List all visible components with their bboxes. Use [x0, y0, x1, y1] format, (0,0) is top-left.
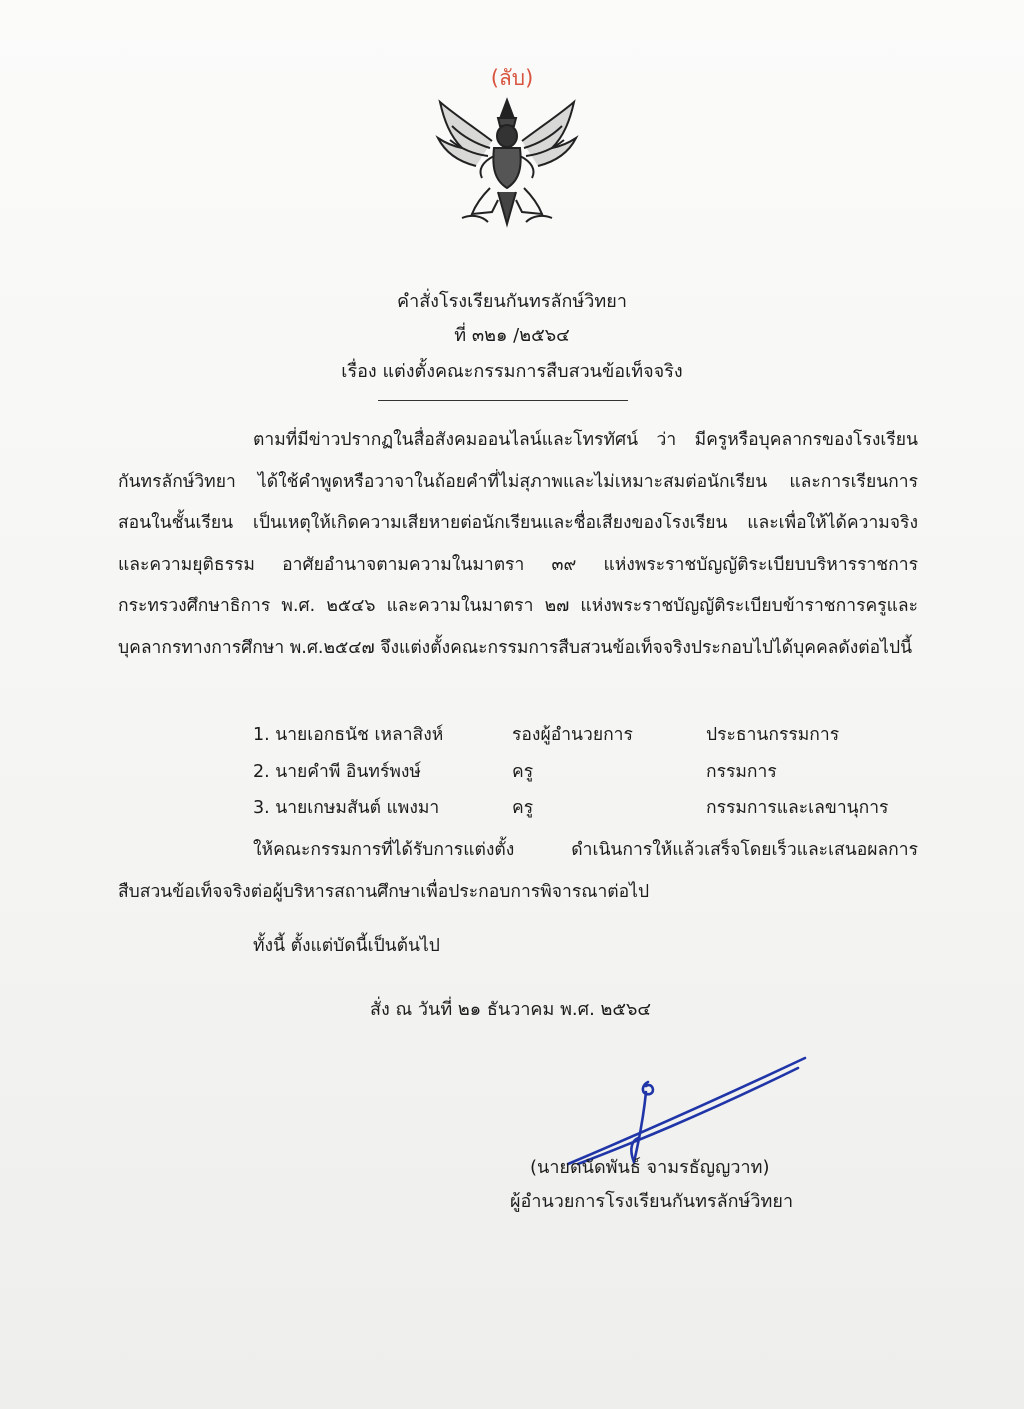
committee-member-row — [0, 793, 1024, 823]
classification-label: (ลับ) — [490, 66, 534, 90]
member-position: รองผู้อำนวยการ — [512, 725, 633, 745]
order-date: สั่ง ณ วันที่ ๒๑ ธันวาคม พ.ศ. ๒๕๖๔ — [370, 999, 652, 1020]
body-paragraph-1: ตามที่มีข่าวปรากฏในสื่อสังคมออนไลน์และโทรทัศน์ ว่า มีครูหรือบุคลากรของโรงเรียนกันทรลักษ์วิทยา ได้ใช้คำพูดหรือวาจาในถ้อยคำที่ไม่สุภาพและไม่เหมาะสมต่อนักเรียน และการเรียนการสอนในชั้นเรียน เป็นเหตุให้เกิดความเสียหายต่อนักเรียนและชื่อเสียงของโรงเรียน และเพื่อให้ได้ความจริงและความยุติธรรม อาศัยอำนาจตามความในมาตรา ๓๙ แห่งพระราชบัญญัติระเบียบบริหารราชการกระทรวงศึกษาธิการ พ.ศ. ๒๕๔๖ และความในมาตรา ๒๗ แห่งพระราชบัญญัติระเบียบข้าราชการครูและบุคลากรทางการศึกษา พ.ศ.๒๕๔๗ จึงแต่งตั้งคณะกรรมการสืบสวนข้อเท็จจริงประกอบไปได้บุคคลดังต่อไปนี้ — [118, 430, 918, 658]
member-role: ประธานกรรมการ — [706, 725, 840, 745]
member-position: ครู — [512, 798, 534, 818]
member-name: 3. นายเกษมสันต์ แพงมา — [253, 798, 440, 818]
signer-name: (นายดนัดพันธ์ จามรธัญญวาท) — [530, 1157, 770, 1178]
order-subject: เรื่อง แต่งตั้งคณะกรรมการสืบสวนข้อเท็จจริง — [341, 361, 683, 382]
committee-member-row — [0, 720, 1024, 750]
member-role: กรรมการ — [706, 762, 777, 782]
member-name: 2. นายคำพี อินทร์พงษ์ — [253, 762, 421, 782]
body-paragraph-2: ให้คณะกรรมการที่ได้รับการแต่งตั้ง ดำเนินการให้แล้วเสร็จโดยเร็วและเสนอผลการสืบสวนข้อเท็จจริงต่อผู้บริหารสถานศึกษาเพื่อประกอบการพิจารณาต่อไป — [118, 840, 918, 902]
body-paragraph-3: ทั้งนี้ ตั้งแต่บัดนี้เป็นต้นไป — [253, 936, 440, 956]
member-name: 1. นายเอกธนัช เหลาสิงห์ — [253, 725, 444, 745]
divider — [378, 400, 628, 401]
member-role: กรรมการและเลขานุการ — [706, 798, 889, 818]
order-title: คำสั่งโรงเรียนกันทรลักษ์วิทยา — [397, 291, 627, 312]
member-position: ครู — [512, 762, 534, 782]
signer-title: ผู้อำนวยการโรงเรียนกันทรลักษ์วิทยา — [510, 1191, 794, 1212]
order-number: ที่ ๓๒๑ /๒๕๖๔ — [454, 325, 570, 346]
garuda-emblem-icon — [432, 96, 582, 231]
committee-member-row — [0, 757, 1024, 787]
